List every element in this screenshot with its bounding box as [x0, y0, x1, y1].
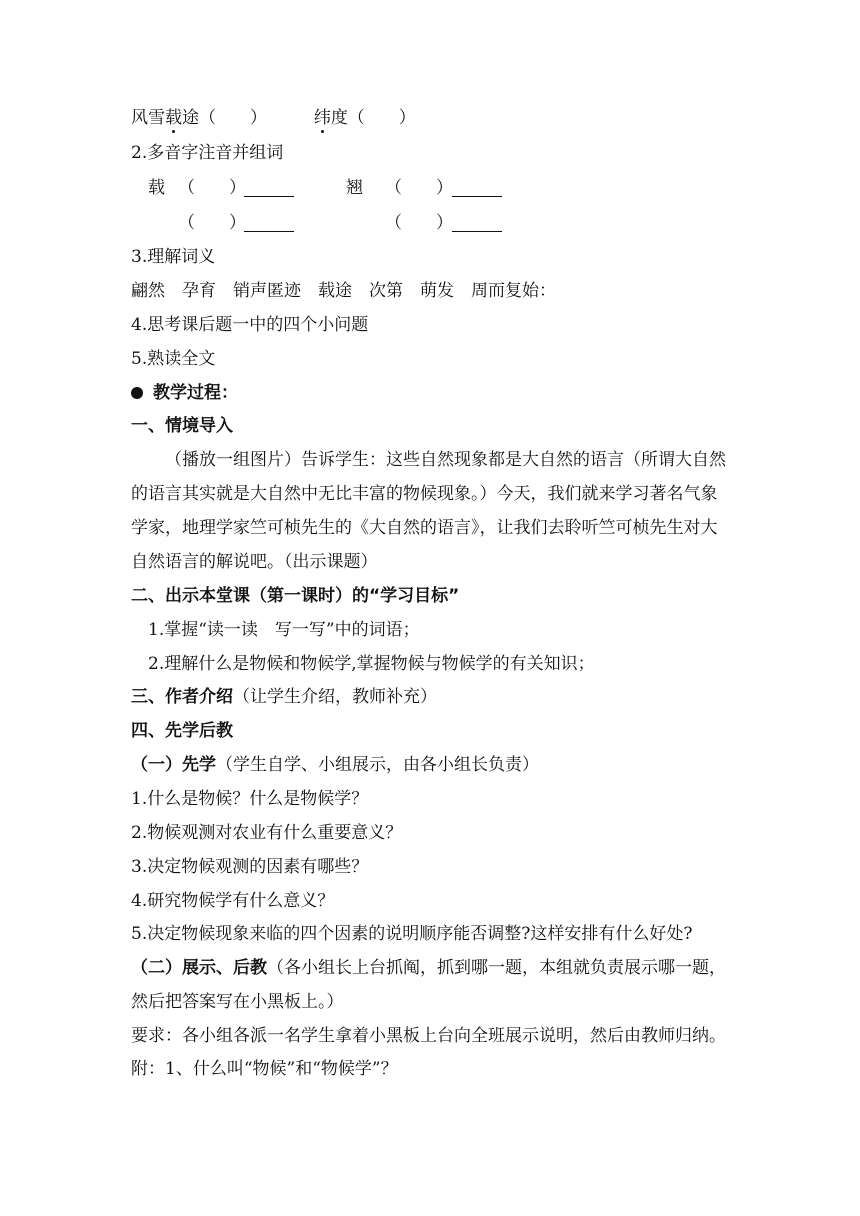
polyphone-paren-1a: （ ）	[178, 178, 246, 198]
question-5: 5.决定物候现象来临的四个因素的说明顺序能否调整?这样安排有什么好处?	[131, 924, 693, 944]
task-4: 4.思考课后题一中的四个小问题	[131, 315, 369, 335]
question-3: 3.决定物候观测的因素有哪些？	[131, 857, 369, 877]
polyphone-paren-2a: （ ）	[385, 178, 453, 198]
blank-line[interactable]	[452, 215, 502, 232]
section-2-title: 二、出示本堂课（第一课时）的“学习目标”	[131, 586, 460, 606]
polyphone-char-1: 载	[148, 178, 165, 198]
subsection-1-title: （一）先学	[131, 755, 216, 775]
subsection-1-note: （学生自学、小组展示，由各小组长负责）	[216, 755, 539, 775]
vocab-word-1: 风雪载途（ ）	[131, 108, 267, 128]
subsection-2-note-cont: 然后把答案写在小黑板上。）	[131, 992, 344, 1012]
question-1: 1.什么是物候？什么是物候学？	[131, 789, 369, 809]
blank-line[interactable]	[244, 180, 294, 197]
section-1-para-line: （播放一组图片）告诉学生：这些自然现象都是大自然的语言（所谓大自然	[165, 450, 726, 470]
section-3-note: （让学生介绍，教师补充）	[233, 687, 437, 707]
subsection-1-line	[131, 753, 539, 777]
section-3-title: 三、作者介绍	[131, 687, 233, 707]
question-4: 4.研究物候学有什么意义？	[131, 891, 335, 911]
question-2: 2.物候观测对农业有什么重要意义？	[131, 823, 403, 843]
vocab-word-2: 纬度（ ）	[313, 108, 416, 128]
subsection-2-title: （二）展示、后教	[131, 958, 267, 978]
goal-2: 2.理解什么是物候和物候学,掌握物候与物候学的有关知识；	[148, 654, 595, 674]
polyphone-char-2: 翘	[346, 178, 363, 198]
appendix: 附：1、什么叫“物候”和“物候学”？	[131, 1059, 398, 1079]
goal-1: 1.掌握“读一读 写一写”中的词语；	[148, 620, 420, 640]
blank-line[interactable]	[244, 215, 294, 232]
section-1-para-line: 的语言其实就是大自然中无比丰富的物候现象。）今天，我们就来学习著名气象	[131, 484, 718, 504]
meaning-words: 翩然 孕育 销声匿迹 载途 次第 萌发 周而复始：	[131, 281, 556, 301]
section-3-line	[131, 685, 437, 709]
requirement: 要求：各小组各派一名学生拿着小黑板上台向全班展示说明，然后由教师归纳。	[131, 1026, 726, 1046]
section-1-title: 一、情境导入	[131, 416, 233, 436]
vocab-line	[131, 106, 416, 130]
section-4-title: 四、先学后教	[131, 721, 233, 741]
polyphone-paren-1b: （ ）	[178, 213, 246, 233]
section-1-para-line: 自然语言的解说吧。（出示课题）	[131, 552, 378, 572]
subsection-2-note: （各小组长上台抓阄，抓到哪一题，本组就负责展示哪一题，	[267, 958, 726, 978]
polyphone-heading: 2.多音字注音并组词	[131, 143, 284, 163]
bullet-icon	[131, 387, 143, 399]
polyphone-paren-2b: （ ）	[385, 213, 453, 233]
task-5: 5.熟读全文	[131, 349, 216, 369]
meaning-heading: 3.理解词义	[131, 247, 216, 267]
subsection-2-line	[131, 956, 726, 980]
section-1-para-line: 学家，地理学家竺可桢先生的《大自然的语言》，让我们去聆听竺可桢先生对大	[131, 518, 718, 538]
process-heading: 教学过程：	[131, 381, 238, 405]
blank-line[interactable]	[452, 180, 502, 197]
